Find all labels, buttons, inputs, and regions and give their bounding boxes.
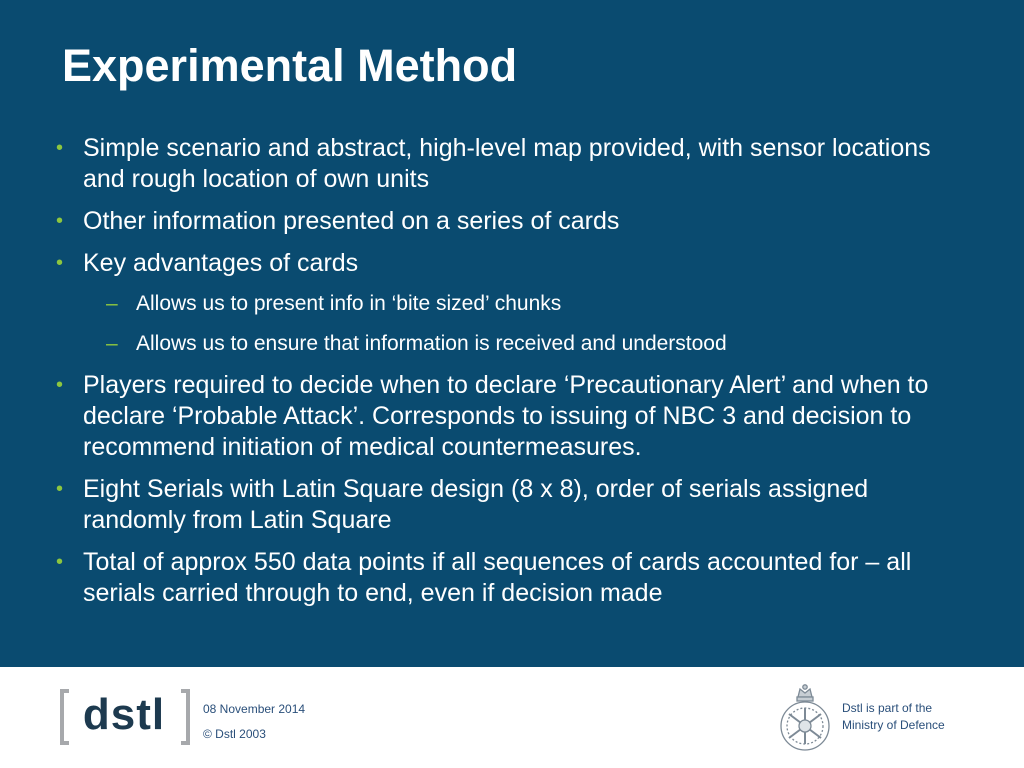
sub-bullet-text: Allows us to present info in ‘bite sized’ chunks (136, 292, 562, 315)
bullet-item (56, 370, 956, 463)
bullet-item (56, 248, 956, 279)
bullet-dot-icon: • (56, 551, 64, 573)
bullet-item (56, 547, 956, 609)
dstl-logo (60, 689, 190, 747)
mod-text-line2: Ministry of Defence (842, 718, 945, 732)
slide-title: Experimental Method (62, 40, 518, 91)
bullet-item (56, 133, 956, 195)
logo-bracket-right (181, 689, 190, 745)
bullet-text: Players required to decide when to declare ‘Precautionary Alert’ and when to declare ‘Probable Attack’. Corresponds to issuing of NBC 3 and decision to recommend initiation of medical countermeasures. (83, 371, 929, 461)
bullet-text: Total of approx 550 data points if all sequences of cards accounted for – all serials carried through to end, even if decision made (83, 548, 912, 607)
bullet-text: Other information presented on a series of cards (83, 207, 620, 235)
bullet-text: Eight Serials with Latin Square design (8 x 8), order of serials assigned randomly from Latin Square (83, 475, 869, 534)
bullet-dot-icon: • (56, 210, 64, 232)
mod-text-line1: Dstl is part of the (842, 701, 933, 715)
logo-bracket-left (60, 689, 69, 745)
bullet-item (56, 206, 956, 237)
bullet-dot-icon: • (56, 252, 64, 274)
dash-icon: – (106, 292, 118, 315)
bullet-text: Key advantages of cards (83, 249, 359, 277)
bullet-text: Simple scenario and abstract, high-level map provided, with sensor locations and rough location of own units (83, 134, 931, 193)
bullet-item (56, 474, 956, 536)
mod-crest-icon (776, 681, 834, 755)
bullet-dot-icon: • (56, 137, 64, 159)
sub-bullet-text: Allows us to ensure that information is received and understood (136, 332, 727, 355)
bullet-list (56, 133, 956, 620)
dash-icon: – (106, 332, 118, 355)
sub-bullet-item (56, 290, 956, 317)
footer-copyright: © Dstl 2003 (203, 727, 266, 741)
footer-date: 08 November 2014 (203, 702, 306, 716)
bullet-dot-icon: • (56, 478, 64, 500)
logo-wordmark: dstl (82, 690, 166, 739)
bullet-dot-icon: • (56, 374, 64, 396)
slide-footer (0, 667, 1024, 768)
sub-bullet-item (56, 330, 956, 357)
